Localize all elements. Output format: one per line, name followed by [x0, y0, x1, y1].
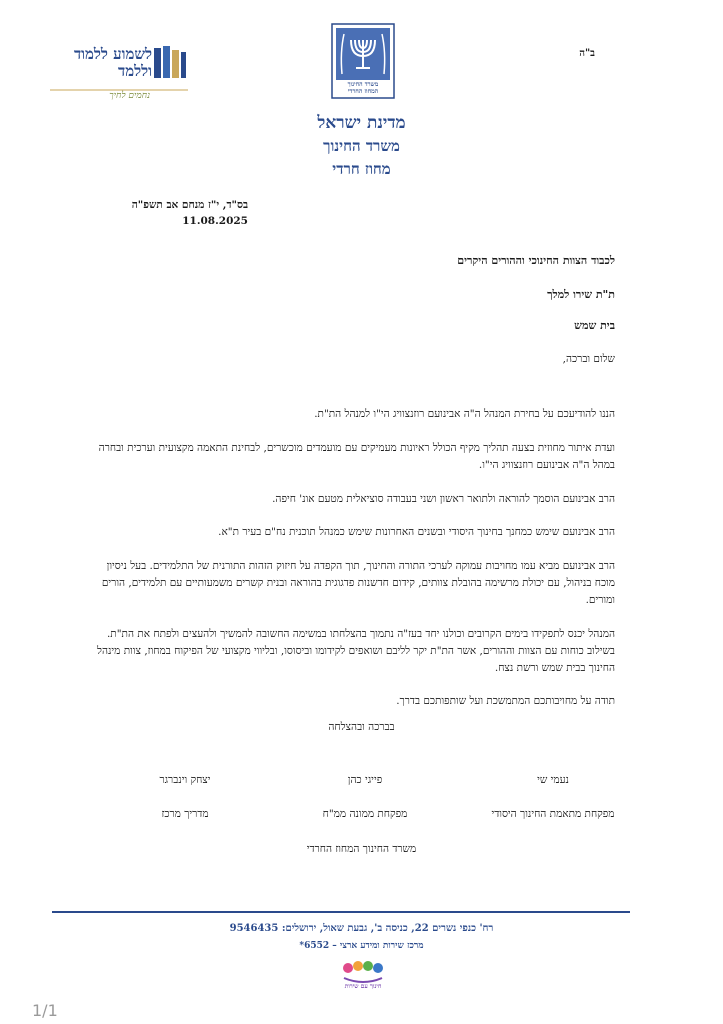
paragraph-1: הננו להודיעכם על בחירת המנהל ה"ה אבינועם רוזנצוויג הי"ו למנהל הת"ת.: [314, 408, 615, 420]
signature-role-2: מפקחת ממונה ממ"ח: [322, 808, 408, 820]
paragraph-7: תודה על מחויבותכם המתמשכת ועל שותפותכם בדרך.: [396, 695, 615, 707]
addressee-line-2: ת"ת שירו למלך: [547, 288, 615, 301]
addressee-line-1: לכבוד הצוות החינוכי וההורים היקרים: [457, 254, 615, 267]
state-emblem-logo: [330, 22, 396, 100]
paragraph-4: הרב אבינועם שימש כמחנך בחינוך היסודי ובשנים האחרונות שימש כמנהל תוכנית נח"ם בעיר ת"א.: [218, 526, 615, 538]
paragraph-6: המנהל יכנס לתפקידו בימים הקרובים וכולנו יחד בעז"ה נתמוך בהצלחתו במשימה החשובה להמשיך ולהעצים ולפתח את הת"ת. בשילוב כוחות עם הצוות וההורים, אשר הת"ת יקר לליבם ושואפים לקידומו וביסוסו, ובליווי מקצועי של הפיקוח במחוז, צוות מינהל החינוך בבית שמש ורשת נצח.: [97, 628, 615, 674]
ministry-line-state: מדינת ישראל: [317, 113, 406, 133]
school-logo: [50, 44, 188, 106]
signature-role-3: מדריך מרכז: [161, 808, 209, 820]
paragraph-5: הרב אבינועם מביא עמו מחויבות עמוקה לערכי התורה והחינוך, תוך הקפדה על חיזוק הזהות התורנית של התלמידים. בעל ניסיון מוכח בניהול, עם יכולת מרשימה בהובלת צוותים, קידום חדשנות פדגוגית בהוראה ובנית קשרים משמעותיים עם תלמידים, הורים ומורים.: [101, 560, 615, 606]
signature-name-1: נעמי שי: [537, 774, 569, 786]
department-line: משרד החינוך המחוז החרדי: [306, 843, 417, 855]
greeting: שלום וברכה,: [562, 353, 615, 365]
signature-name-3: יצחק וינברגר: [159, 774, 211, 786]
school-logo-brand: לשמוע ללמוד וללמד: [73, 45, 152, 80]
footer-divider: [52, 911, 630, 913]
footer-service-logo: [340, 958, 386, 992]
signature-name-2: פייגי כהן: [347, 774, 383, 786]
footer-logo-text: חינוך עם שירות: [344, 983, 382, 990]
signature-role-1: מפקחת מתאמת החינוך היסודי: [491, 808, 615, 820]
addressee-line-3: בית שמש: [574, 319, 615, 332]
date-hebrew: בס"ד, י"ז מנחם אב תשפ"ה: [131, 199, 248, 211]
page-indicator: 1/1: [32, 1001, 58, 1020]
closing-line: בברכה ובהצלחה: [328, 721, 395, 733]
bsd-mark: ב"ה: [579, 48, 595, 59]
paragraph-2: ועדת איתור מחוזית בצעה תהליך מקיף הכולל ראיונות מעמיקים עם מועמדים מוכשרים, לבחינת התאמה מקצועית וערכית ובחרה במהל ה"ה אבינועם רוזנצוויג הי"ו.: [98, 442, 615, 471]
school-logo-tagline: נחמים לחיך: [109, 91, 150, 101]
emblem-caption-1: משרד החינוך: [347, 81, 379, 88]
emblem-caption-2: המחוז החרדי: [347, 88, 379, 95]
footer-address: רח' כנפי נשרים 22, כניסה ב', גבעת שאול, ירושלים: 9546435: [229, 923, 494, 934]
footer-service-center: מרכז שירות ומידע ארצי – 6552*: [299, 941, 424, 951]
ministry-line-district: מחוז חרדי: [332, 160, 391, 178]
paragraph-3: הרב אבינועם הוסמך להוראה ולתואר ראשון ושני בעבודה סוציאלית מטעם אונ' חיפה.: [272, 493, 615, 505]
date-gregorian: 11.08.2025: [182, 215, 248, 227]
ministry-line-office: משרד החינוך: [323, 137, 400, 155]
